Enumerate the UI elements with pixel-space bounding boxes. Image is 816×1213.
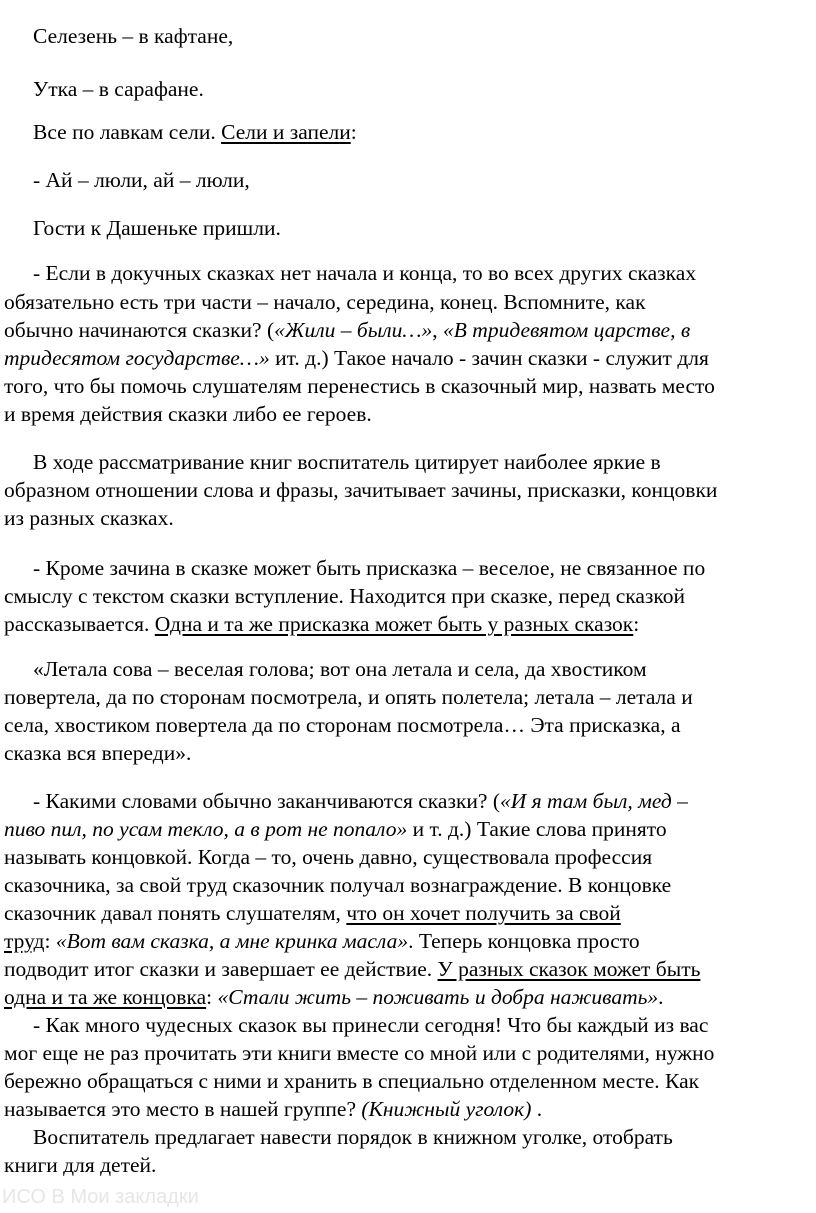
verse-line-2-text: Утка – в сарафане.	[33, 77, 204, 101]
verse-line-5-text: Гости к Дашеньке пришли.	[33, 216, 281, 240]
p1-line-5	[4, 372, 715, 400]
p5-line-5	[4, 899, 621, 927]
p5-line-3-text: называть концовкой. Когда – то, очень давно, существовала профессия	[4, 845, 653, 869]
p6-line-4	[4, 1095, 542, 1123]
p6-line-4-text: называется это место в нашей группе?	[4, 1097, 362, 1121]
p2-line-3	[4, 504, 174, 532]
verse-line-3-text: Все по лавкам сели.	[33, 120, 222, 144]
verse-line-3	[33, 118, 357, 146]
p3-line-2	[4, 582, 685, 610]
p5-line-3	[4, 843, 652, 871]
p1-line-1-text: - Если в докучных сказках нет начала и конца, то во всех других сказках	[33, 261, 697, 285]
p5-line-2-text: и т. д.) Такие слова принято	[407, 817, 667, 841]
p1-line-4-text: ит. д.) Такое начало - зачин сказки - служит для	[269, 346, 709, 370]
p2-line-1	[33, 448, 661, 476]
bookmarks-watermark: ИСО В Мои закладки	[2, 1186, 199, 1208]
p5-line-6-text: . Теперь концовка просто	[408, 929, 640, 953]
p6-line-4-period: .	[531, 1097, 543, 1121]
p6-line-2	[4, 1039, 714, 1067]
p2-line-1-text: В ходе рассматривание книг воспитатель цитирует наиболее яркие в	[33, 450, 661, 474]
p4-line-3-text: села, хвостиком повертела да по сторонам посмотрела… Эта присказка, а	[4, 713, 681, 737]
p1-line-4	[4, 344, 709, 372]
p5-line-4	[4, 871, 671, 899]
verse-line-5	[33, 214, 281, 242]
p5-line-7	[4, 955, 700, 983]
verse-line-4-text: - Ай – люли, ай – люли,	[33, 168, 250, 192]
p1-line-6-text: и время действия сказки либо ее героев.	[4, 402, 372, 426]
p5-line-5-text: сказочник давал понять слушателям,	[4, 901, 347, 925]
p2-line-2	[4, 476, 717, 504]
p5-line-4-text: сказочника, за свой труд сказочник получал вознаграждение. В концовке	[4, 873, 672, 897]
p5-line-5-underlined: что он хочет получить за свой	[346, 901, 621, 925]
p5-line-7-underlined: У разных сказок может быть	[437, 957, 701, 981]
verse-line-4	[33, 166, 250, 194]
p4-line-2	[4, 683, 693, 711]
p3-line-1-text: - Кроме зачина в сказке может быть присказка – веселое, не связанное по	[33, 556, 706, 580]
p1-line-2	[4, 288, 646, 316]
p5-line-7-text: подводит итог сказки и завершает ее действие.	[4, 957, 438, 981]
p5-quote-ya-tam-byl: «И я там был, мед –	[499, 789, 688, 813]
p4-line-1-text: «Летала сова – веселая голова; вот она летала и села, да хвостиком	[33, 657, 647, 681]
p5-line-6	[4, 927, 640, 955]
p5-line-8-colon: :	[206, 985, 218, 1009]
p1-line-2-text: обязательно есть три части – начало, середина, конец. Вспомните, как	[4, 290, 646, 314]
p1-line-5-text: того, что бы помочь слушателям перенестись в сказочный мир, назвать место	[4, 374, 715, 398]
p5-line-6-underlined: труд	[4, 929, 45, 953]
p6-line-1-text: - Как много чудесных сказок вы принесли сегодня! Что бы каждый из вас	[33, 1013, 709, 1037]
p5-quote-stali-zhit: «Стали жить – поживать и добра наживать»	[217, 985, 659, 1009]
p1-line-3	[4, 316, 690, 344]
p5-line-1	[33, 787, 688, 815]
p1-line-1	[33, 259, 696, 287]
p1-quote-zhili: «Жили – были…»	[274, 318, 433, 342]
p7-line-1	[33, 1123, 673, 1151]
p5-line-8-period: .	[658, 985, 664, 1009]
p7-line-2	[4, 1151, 156, 1179]
p6-answer-knizhny-ugolok: (Книжный уголок)	[361, 1097, 532, 1121]
p6-line-1	[33, 1011, 708, 1039]
p4-line-2-text: повертела, да по сторонам посмотрела, и опять полетела; летала – летала и	[4, 685, 693, 709]
p5-line-8-underlined: одна и та же концовка	[4, 985, 207, 1009]
p1-quote-tridesyatom: тридесятом государстве…»	[4, 346, 270, 370]
verse-line-2	[33, 75, 204, 103]
p7-line-2-text: книги для детей.	[4, 1153, 157, 1177]
p1-line-6	[4, 400, 372, 428]
p1-line-3-comma: ,	[432, 318, 444, 342]
p5-line-2	[4, 815, 667, 843]
p3-line-3	[4, 610, 639, 638]
p2-line-2-text: образном отношении слова и фразы, зачитывает зачины, присказки, концовки	[4, 478, 718, 502]
p1-quote-tridevyatom: «В тридевятом царстве, в	[443, 318, 691, 342]
p3-line-3-text: рассказывается.	[4, 612, 155, 636]
p4-line-3	[4, 711, 681, 739]
verse-line-1-text: Селезень – в кафтане,	[33, 24, 234, 48]
p3-line-1	[33, 554, 705, 582]
p6-line-2-text: мог еще не раз прочитать эти книги вместе со мной или с родителями, нужно	[4, 1041, 715, 1065]
p4-line-1	[33, 655, 647, 683]
p5-quote-krinka-masla: «Вот вам сказка, а мне кринка масла»	[55, 929, 409, 953]
verse-line-1	[33, 22, 233, 50]
p3-line-3-colon: :	[633, 612, 640, 636]
p3-line-3-underlined: Одна и та же присказка может быть у разных сказок	[154, 612, 634, 636]
verse-line-3-colon: :	[350, 120, 357, 144]
p5-line-1-text: - Какими словами обычно заканчиваются сказки? (	[33, 789, 500, 813]
p1-line-3-text: обычно начинаются сказки? (	[4, 318, 275, 342]
p6-line-3-text: бережно обращаться с ними и хранить в специально отделенном месте. Как	[4, 1069, 700, 1093]
p5-quote-pivo-pil: пиво пил, по усам текло, а в рот не попало»	[4, 817, 408, 841]
p3-line-2-text: смыслу с текстом сказки вступление. Находится при сказке, перед сказкой	[4, 584, 686, 608]
p6-line-3	[4, 1067, 699, 1095]
p5-line-6-colon: :	[44, 929, 56, 953]
p5-line-8	[4, 983, 664, 1011]
p2-line-3-text: из разных сказках.	[4, 506, 174, 530]
verse-line-3-underlined: Сели и запели	[221, 120, 351, 144]
p4-line-4-text: сказка вся впереди».	[4, 741, 192, 765]
p7-line-1-text: Воспитатель предлагает навести порядок в книжном уголке, отобрать	[33, 1125, 673, 1149]
p4-line-4	[4, 739, 191, 767]
